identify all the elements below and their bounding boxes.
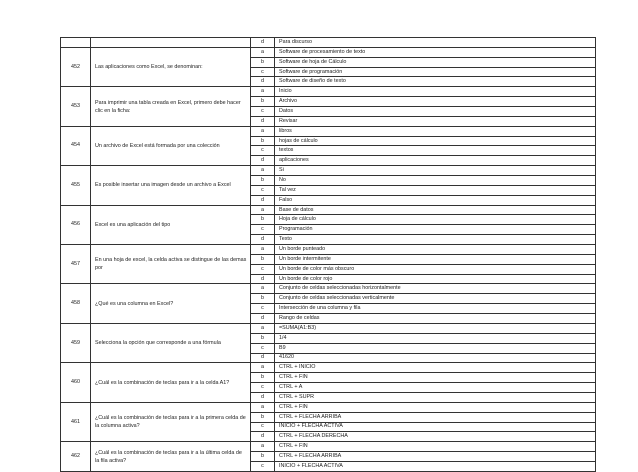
option-text: Rango de celdas [275,314,596,324]
option-letter: d [251,156,275,166]
table-row [61,47,596,57]
option-text: Un borde punteado [275,245,596,255]
option-text: CTRL + FIN [275,442,596,452]
option-text: CTRL + FIN [275,373,596,383]
option-text: Archivo [275,97,596,107]
option-letter: a [251,402,275,412]
option-text: Software de hoja de Cálculo [275,57,596,67]
option-text: Conjunto de celdas seleccionadas verticalmente [275,294,596,304]
option-text: CTRL + FLECHA ARRIBA [275,412,596,422]
option-text: Un borde de color rojo [275,274,596,284]
option-text: Software de procesamiento de texto [275,47,596,57]
question-number: 456 [61,205,91,244]
option-text: Hoja de cálculo [275,215,596,225]
question-text: En una hoja de excel, la celda activa se distingue de las demas por [91,245,251,284]
option-letter: c [251,185,275,195]
option-letter: b [251,412,275,422]
question-number: 455 [61,166,91,205]
quiz-table [60,37,596,472]
question-text: Un archivo de Excel está formada por una colección [91,126,251,165]
option-text: INICIO + FLECHA ACTIVA [275,422,596,432]
option-letter: b [251,97,275,107]
option-text: CTRL + FIN [275,402,596,412]
option-text: Tal vez [275,185,596,195]
table-row [61,166,596,176]
option-letter: b [251,373,275,383]
option-text: CTRL + INICIO [275,363,596,373]
question-number: 452 [61,47,91,86]
option-text: Si [275,166,596,176]
option-letter: c [251,107,275,117]
option-letter: d [251,392,275,402]
option-text: B9 [275,343,596,353]
table-row [61,205,596,215]
option-letter: d [251,274,275,284]
question-number: 462 [61,442,91,472]
option-text: CTRL + FLECHA DERECHA [275,432,596,442]
option-letter: b [251,294,275,304]
option-letter: a [251,47,275,57]
option-text: libros [275,126,596,136]
option-text: Intersección de una columna y fila [275,304,596,314]
table-row [61,284,596,294]
option-letter: c [251,422,275,432]
option-letter: d [251,38,275,48]
question-text: Selecciona la opción que corresponde a una fórmula [91,323,251,362]
option-letter: d [251,77,275,87]
option-text: No [275,176,596,186]
option-text: Texto [275,235,596,245]
option-text: Software de diseño de texto [275,77,596,87]
option-text: CTRL + A [275,383,596,393]
quiz-table-body [61,38,596,472]
table-row [61,126,596,136]
option-text: Un borde intermitente [275,254,596,264]
option-letter: a [251,205,275,215]
table-row [61,323,596,333]
option-text: Para discurso [275,38,596,48]
option-letter: b [251,452,275,462]
option-text: Un borde de color más obscuro [275,264,596,274]
option-text: textos [275,146,596,156]
option-letter: b [251,333,275,343]
option-text: Conjunto de celdas seleccionadas horizontalmente [275,284,596,294]
question-text: Es posible insertar una imagen desde un archivo a Excel [91,166,251,205]
option-letter: d [251,235,275,245]
question-text [91,38,251,48]
question-number: 460 [61,363,91,402]
option-letter: c [251,304,275,314]
option-text: INICIO + FLECHA ACTIVA [275,461,596,471]
option-text: =SUMA(A1:B3) [275,323,596,333]
table-row [61,363,596,373]
option-text: Programación [275,225,596,235]
question-text: ¿Qué es una columna en Excel? [91,284,251,323]
question-number: 458 [61,284,91,323]
question-number: 459 [61,323,91,362]
option-letter: a [251,245,275,255]
option-letter: c [251,67,275,77]
option-text: Falso [275,195,596,205]
option-letter: a [251,442,275,452]
option-letter: b [251,215,275,225]
option-letter: c [251,343,275,353]
option-text: CTRL + FLECHA ARRIBA [275,452,596,462]
option-text: hojas de cálculo [275,136,596,146]
question-number: 454 [61,126,91,165]
option-letter: a [251,126,275,136]
option-letter: a [251,323,275,333]
question-number: 457 [61,245,91,284]
option-text: 41620 [275,353,596,363]
option-letter: a [251,166,275,176]
option-text: 1/4 [275,333,596,343]
option-letter: c [251,146,275,156]
option-text: Software de programación [275,67,596,77]
option-text: Revisar [275,116,596,126]
question-text: ¿Cuál es la combinación de teclas para ir a la primera celda de la columna activa? [91,402,251,441]
option-letter: d [251,432,275,442]
option-text: Datos [275,107,596,117]
option-letter: d [251,353,275,363]
option-letter: a [251,284,275,294]
option-letter: c [251,264,275,274]
option-text: Base de datos [275,205,596,215]
table-row [61,442,596,452]
option-letter: b [251,254,275,264]
option-text: aplicaciones [275,156,596,166]
option-letter: d [251,195,275,205]
option-text: Inicio [275,87,596,97]
table-row [61,87,596,97]
question-text: ¿Cuál es la combinación de teclas para ir a la celda A1? [91,363,251,402]
question-text: Las aplicaciones como Excel, se denominan: [91,47,251,86]
option-text: CTRL + SUPR [275,392,596,402]
option-letter: d [251,314,275,324]
question-text: ¿Cuál es la combinación de teclas para ir a la última celda de la fila activa? [91,442,251,472]
option-letter: d [251,116,275,126]
table-row [61,245,596,255]
question-number: 453 [61,87,91,126]
question-text: Excel es una aplicación del tipo [91,205,251,244]
option-letter: a [251,363,275,373]
option-letter: b [251,57,275,67]
table-row [61,38,596,48]
option-letter: a [251,87,275,97]
table-row [61,402,596,412]
question-number: 461 [61,402,91,441]
option-letter: b [251,136,275,146]
question-text: Para imprimir una tabla creada en Excel, primero debe hacer clic en la ficha: [91,87,251,126]
question-number [61,38,91,48]
option-letter: c [251,461,275,471]
option-letter: c [251,225,275,235]
option-letter: c [251,383,275,393]
option-letter: b [251,176,275,186]
